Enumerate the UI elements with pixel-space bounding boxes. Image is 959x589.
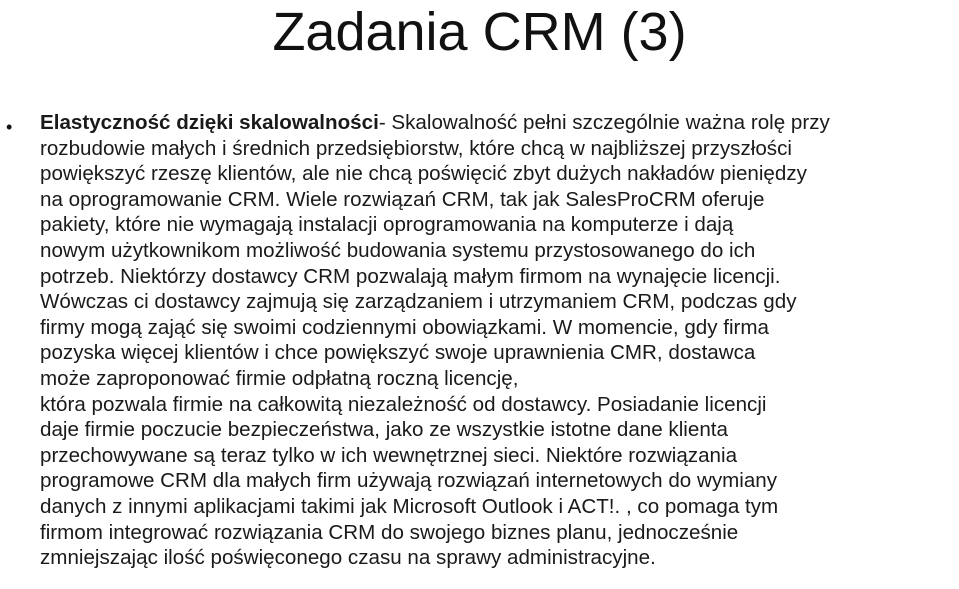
paragraph-line: która pozwala firmie na całkowitą niezależność od dostawcy. Posiadanie licencji (40, 392, 767, 416)
paragraph-line: rozbudowie małych i średnich przedsiębiorstw, które chcą w najbliższej przyszłości (40, 136, 792, 160)
paragraph-line: danych z innymi aplikacjami takimi jak Microsoft Outlook i ACT!. , co pomaga tym (40, 494, 779, 518)
paragraph-line: programowe CRM dla małych firm używają rozwiązań internetowych do wymiany (40, 469, 778, 493)
paragraph-line-text: - Skalowalność pełni szczególnie ważna rolę przy (378, 111, 830, 134)
paragraph-line: daje firmie poczucie bezpieczeństwa, jako ze wszystkie istotne dane klienta (40, 418, 728, 442)
paragraph-line (40, 110, 952, 136)
paragraph-line: potrzeb. Niektórzy dostawcy CRM pozwalają małym firmom na wynajęcie licencji. (40, 264, 781, 288)
paragraph-line: Wówczas ci dostawcy zajmują się zarządzaniem i utrzymaniem CRM, podczas gdy (40, 290, 797, 314)
paragraph-line: pakiety, które nie wymagają instalacji oprogramowania na komputerze i dają (40, 213, 734, 237)
bullet-marker: • (6, 117, 13, 137)
paragraph-line: pozyska więcej klientów i chce powiększyć swoje uprawnienia CMR, dostawca (40, 341, 756, 365)
bullet-paragraph (40, 110, 952, 571)
lead-heading: Elastyczność dzięki skalowalności (40, 111, 379, 134)
paragraph-line: powiększyć rzeszę klientów, ale nie chcą poświęcić zbyt dużych nakładów pieniędzy (40, 162, 807, 186)
paragraph-line: firmom integrować rozwiązania CRM do swojego biznes planu, jednocześnie (40, 520, 739, 544)
paragraph-line: nowym użytkownikom możliwość budowania systemu przystosowanego do ich (40, 238, 756, 262)
paragraph-line: na oprogramowanie CRM. Wiele rozwiązań CRM, tak jak SalesProCRM oferuje (40, 187, 765, 211)
paragraph-line: firmy mogą zająć się swoimi codziennymi obowiązkami. W momencie, gdy firma (40, 315, 770, 339)
paragraph-line: zmniejszając ilość poświęconego czasu na sprawy administracyjne. (40, 546, 656, 570)
paragraph-line: przechowywane są teraz tylko w ich wewnętrznej sieci. Niektóre rozwiązania (40, 443, 738, 467)
slide-title: Zadania CRM (3) (272, 2, 687, 62)
paragraph-line: może zaproponować firmie odpłatną roczną licencję, (40, 366, 519, 390)
